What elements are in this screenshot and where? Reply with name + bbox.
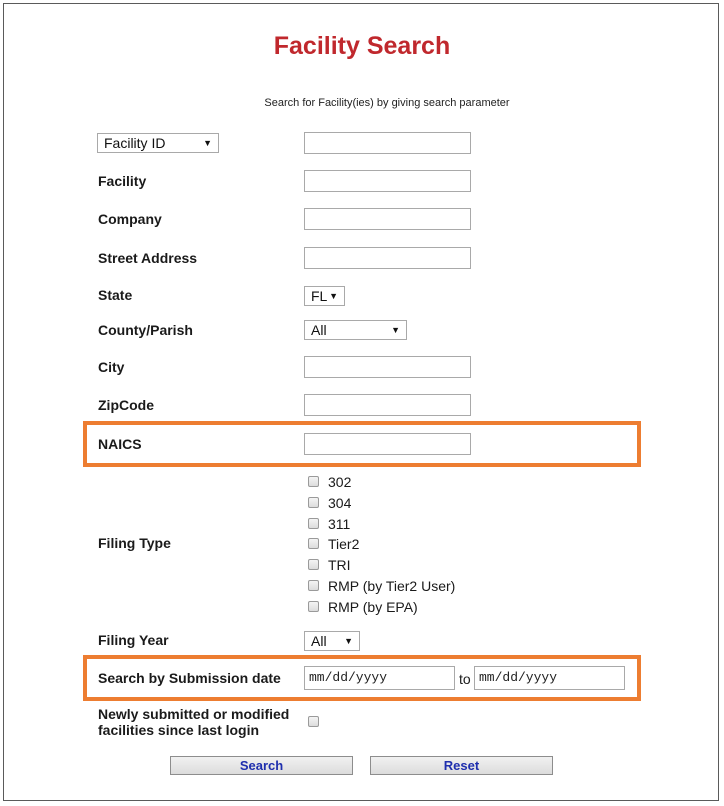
filing-type-option-label: Tier2 <box>328 536 360 552</box>
checkbox[interactable] <box>308 518 319 529</box>
filing-year-label: Filing Year <box>98 632 169 648</box>
checkbox[interactable] <box>308 497 319 508</box>
id-type-select-value: Facility ID <box>104 135 166 151</box>
facility-input[interactable] <box>304 170 471 192</box>
county-select-value: All <box>311 322 327 338</box>
company-input[interactable] <box>304 208 471 230</box>
newly-submitted-label <box>98 706 289 738</box>
checkbox[interactable] <box>308 580 319 591</box>
newly-submitted-checkbox[interactable] <box>308 716 319 727</box>
chevron-down-icon: ▼ <box>344 636 353 646</box>
state-select-value: FL <box>311 288 328 304</box>
city-input[interactable] <box>304 356 471 378</box>
county-select[interactable] <box>304 320 407 340</box>
date-to-input[interactable] <box>474 666 625 690</box>
checkbox[interactable] <box>308 559 319 570</box>
date-from-placeholder: mm/dd/yyyy <box>309 670 388 685</box>
date-from-input[interactable] <box>304 666 455 690</box>
filing-type-option-label: 304 <box>328 495 352 511</box>
chevron-down-icon: ▼ <box>391 325 400 335</box>
filing-type-option-label: TRI <box>328 557 351 573</box>
street-address-input[interactable] <box>304 247 471 269</box>
naics-label: NAICS <box>98 436 142 452</box>
street-address-label: Street Address <box>98 250 198 266</box>
zipcode-input[interactable] <box>304 394 471 416</box>
facility-id-input[interactable] <box>304 132 471 154</box>
city-label: City <box>98 359 125 375</box>
date-to-label: to <box>459 671 471 687</box>
zipcode-label: ZipCode <box>98 397 154 413</box>
submission-date-label: Search by Submission date <box>98 670 281 686</box>
date-to-placeholder: mm/dd/yyyy <box>479 670 558 685</box>
filing-type-option-label: RMP (by Tier2 User) <box>328 578 456 594</box>
facility-label: Facility <box>98 173 147 189</box>
county-label: County/Parish <box>98 322 193 338</box>
filing-type-option-label: 311 <box>328 516 351 532</box>
page-title: Facility Search <box>273 32 451 60</box>
checkbox[interactable] <box>308 476 319 487</box>
checkbox[interactable] <box>308 601 319 612</box>
filing-type-option-label: 302 <box>328 474 352 490</box>
filing-type-option-label: RMP (by EPA) <box>328 599 418 615</box>
company-label: Company <box>98 211 162 227</box>
checkbox[interactable] <box>308 538 319 549</box>
id-type-select[interactable] <box>97 133 219 153</box>
newly-submitted-label-line2: facilities since last login <box>98 722 260 738</box>
chevron-down-icon: ▼ <box>329 291 338 301</box>
filing-year-select[interactable] <box>304 631 360 651</box>
state-label: State <box>98 287 133 303</box>
search-button[interactable]: Search <box>170 756 353 775</box>
filing-type-label: Filing Type <box>98 535 171 551</box>
reset-button[interactable]: Reset <box>370 756 553 775</box>
chevron-down-icon: ▼ <box>203 138 212 148</box>
filing-year-select-value: All <box>311 633 327 649</box>
newly-submitted-label-line1: Newly submitted or modified <box>98 706 290 722</box>
page-subtitle: Search for Facility(ies) by giving search parameter <box>264 97 510 109</box>
naics-input[interactable] <box>304 433 471 455</box>
state-select[interactable] <box>304 286 345 306</box>
